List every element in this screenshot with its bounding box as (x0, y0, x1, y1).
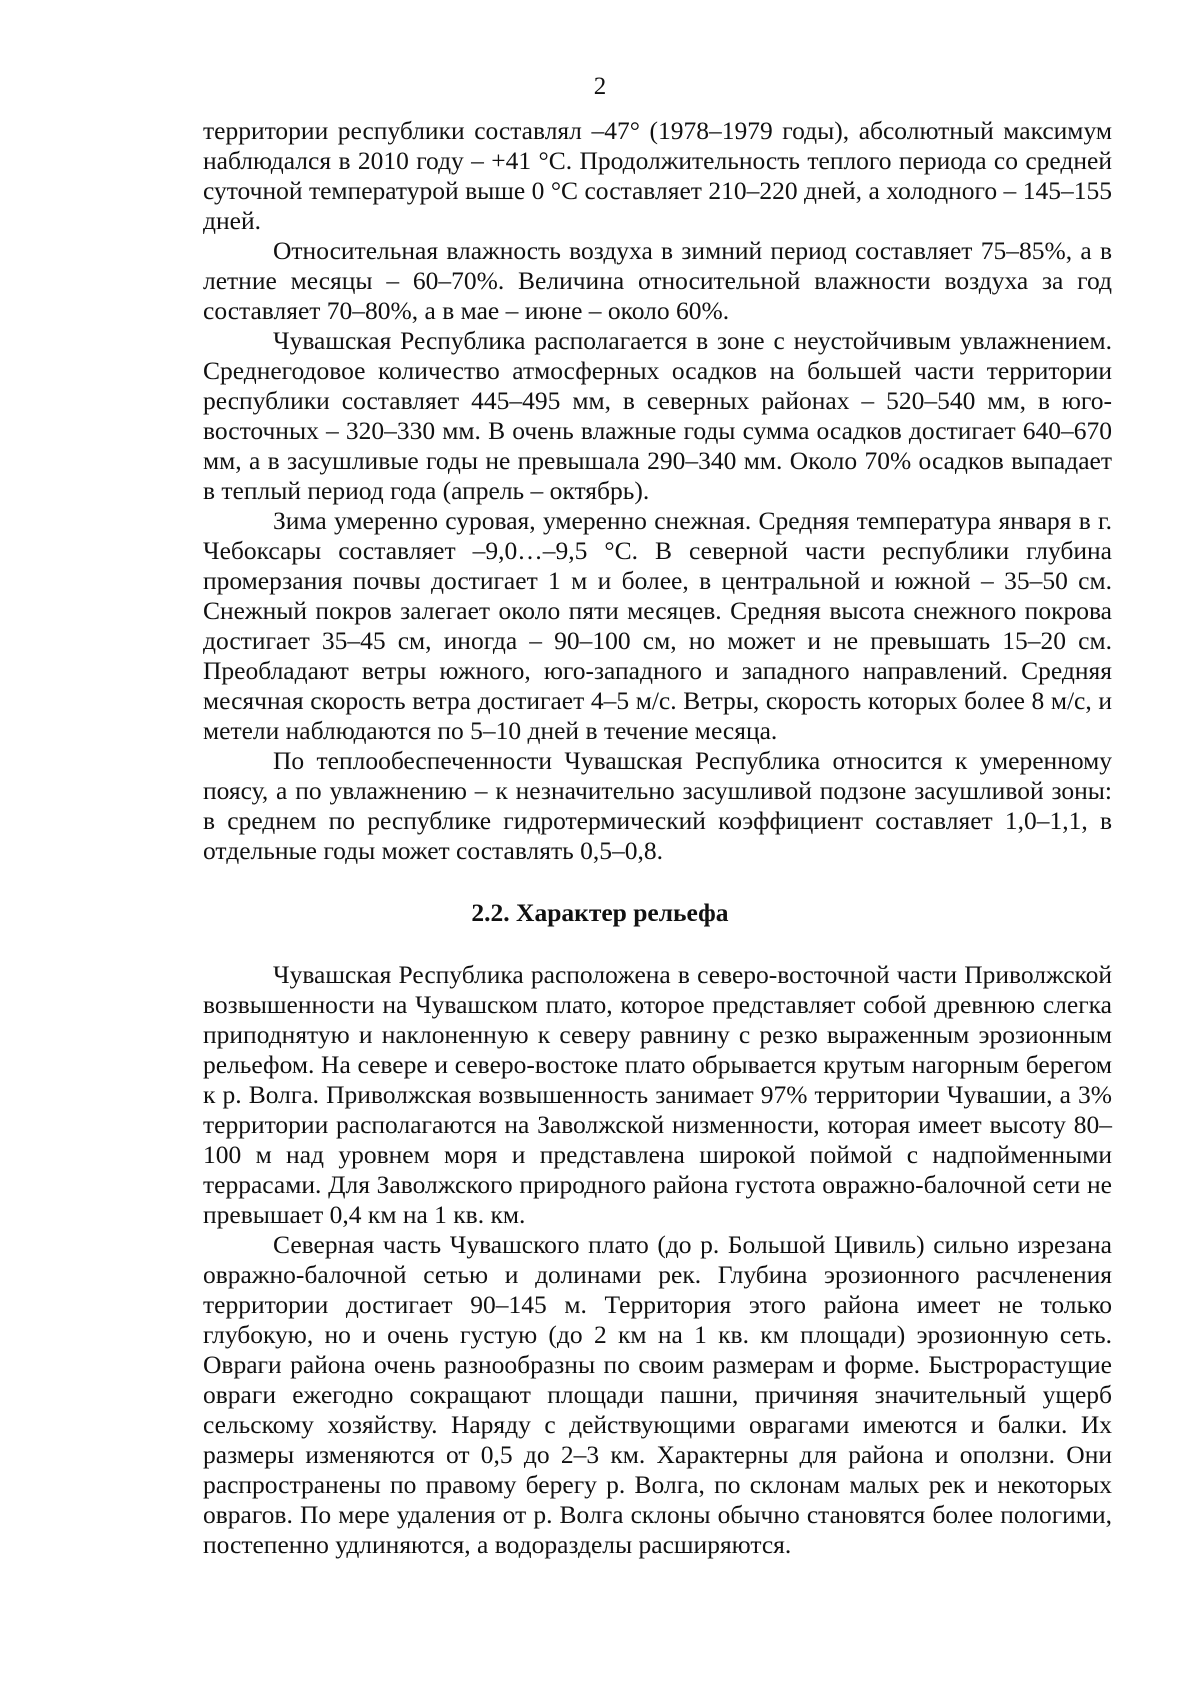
paragraph-humidity: Относительная влажность воздуха в зимний период составляет 75–85%, а в летние месяцы – 60–70%. Величина относительной влажности воздуха за год составляет 70–80%, а в мае – июне – около 60%. (203, 236, 1112, 325)
section-heading: 2.2. Характер рельефа (471, 898, 729, 927)
relief-text (203, 960, 1112, 1560)
paragraph-precipitation: Чувашская Республика располагается в зоне с неустойчивым увлажнением. Среднегодовое количество атмосферных осадков на большей части территории республики составляет 445–495 мм, в северных районах – 520–540 мм, в юго-восточных – 320–330 мм. В очень влажные годы сумма осадков достигает 640–670 мм, а в засушливые годы не превышала 290–340 мм. Около 70% осадков выпадает в теплый период года (апрель – октябрь). (203, 326, 1112, 505)
paragraph-relief-north: Северная часть Чувашского плато (до р. Большой Цивиль) сильно изрезана овражно-балочной сетью и долинами рек. Глубина эрозионного расчленения территории достигает 90–145 м. Территория этого района имеет не только глубокую, но и очень густую (до 2 км на 1 кв. км площади) эрозионную сеть. Овраги района очень разнообразны по своим размерам и форме. Быстрорастущие овраги ежегодно сокращают площади пашни, причиняя значительный ущерб сельскому хозяйству. Наряду с действующими оврагами имеются и балки. Их размеры изменяются от 0,5 до 2–3 км. Характерны для района и оползни. Они распространены по правому берегу р. Волга, по склонам малых рек и некоторых оврагов. По мере удаления от р. Волга склоны обычно становятся более пологими, постепенно удлиняются, а водоразделы расширяются. (203, 1230, 1112, 1559)
paragraph-winter: Зима умеренно суровая, умеренно снежная. Средняя температура января в г. Чебоксары составляет –9,0…–9,5 °С. В северной части республики глубина промерзания почвы достигает 1 м и более, в центральной и южной – 35–50 см. Снежный покров залегает около пяти месяцев. Средняя высота снежного покрова достигает 35–45 см, иногда – 90–100 см, но может и не превышать 15–20 см. Преобладают ветры южного, юго-западного и западного направлений. Средняя месячная скорость ветра достигает 4–5 м/с. Ветры, скорость которых более 8 м/с, и метели наблюдаются по 5–10 дней в течение месяца. (203, 506, 1112, 745)
paragraph-relief-overview: Чувашская Республика расположена в северо-восточной части Приволжской возвышенности на Чувашском плато, которое представляет собой древнюю слегка приподнятую и наклоненную к северу равнину с резко выраженным эрозионным рельефом. На севере и северо-востоке плато обрывается крутым нагорным берегом к р. Волга. Приволжская возвышенность занимает 97% территории Чувашии, а 3% территории располагаются на Заволжской низменности, которая имеет высоту 80–100 м над уровнем моря и представлена широкой поймой с надпойменными террасами. Для Заволжского природного района густота овражно-балочной сети не превышает 0,4 км на 1 кв. км. (203, 960, 1112, 1229)
paragraph-temperature: территории республики составлял –47° (1978–1979 годы), абсолютный максимум наблюдался в 2010 году – +41 °С. Продолжительность теплого периода со средней суточной температурой выше 0 °С составляет 210–220 дней, а холодного – 145–155 дней. (203, 116, 1112, 235)
climate-text (203, 116, 1112, 866)
page-number: 2 (593, 73, 607, 100)
paragraph-heat-supply: По теплообеспеченности Чувашская Республика относится к умеренному поясу, а по увлажнению – к незначительно засушливой подзоне засушливой зоны: в среднем по республике гидротермический коэффициент составляет 1,0–1,1, в отдельные годы может составлять 0,5–0,8. (203, 746, 1112, 865)
